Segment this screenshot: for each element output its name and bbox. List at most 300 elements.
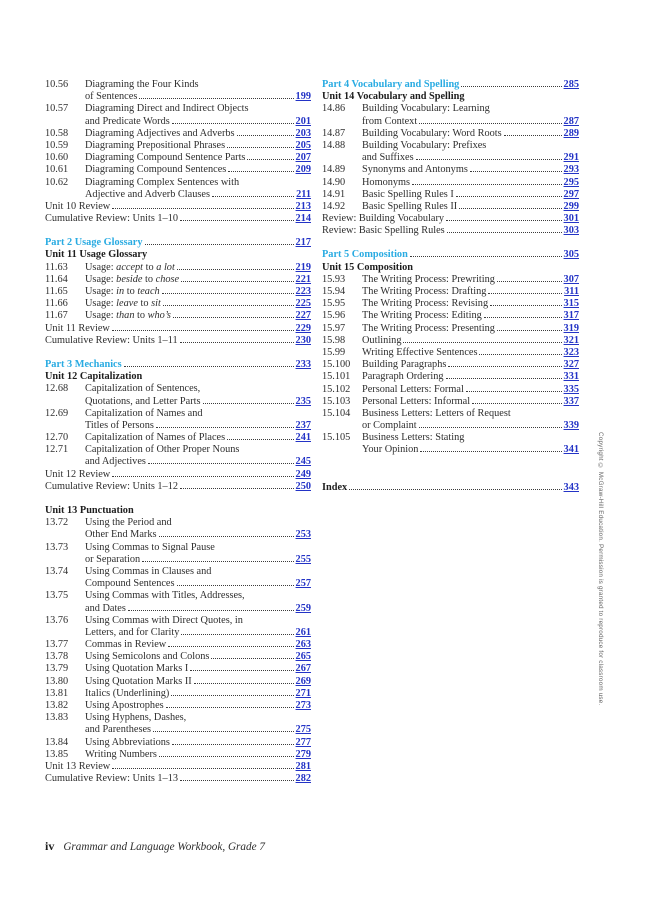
toc-review-label: Cumulative Review: Units 1–12 (45, 480, 178, 492)
page-number-link[interactable]: 337 (563, 395, 579, 407)
leader-dots (349, 489, 561, 490)
toc-entry (322, 432, 579, 456)
page-number-link[interactable]: 295 (563, 176, 579, 188)
page-number-link[interactable]: 343 (563, 481, 579, 493)
toc-review-row (45, 481, 311, 493)
toc-entry-line (45, 432, 311, 444)
toc-entry (45, 432, 311, 444)
toc-entry-line (322, 189, 579, 201)
toc-entry-number: 10.58 (45, 127, 69, 139)
toc-entry-title: The Writing Process: Editing (362, 310, 482, 322)
toc-entry-line (322, 152, 579, 164)
toc-entry-line (322, 116, 579, 128)
toc-part-label: Part 3 Mechanics (45, 358, 122, 370)
toc-entry-title: Diagraming Direct and Indirect Objects (85, 103, 249, 115)
toc-entry-title: Adjective and Adverb Clauses (85, 188, 210, 200)
page-number-link[interactable]: 203 (295, 127, 311, 139)
toc-entry (45, 444, 311, 468)
page-number-link[interactable]: 299 (563, 200, 579, 212)
toc-entry-line (45, 603, 311, 615)
toc-entry-title: Writing Effective Sentences (362, 346, 478, 358)
toc-review-row (45, 761, 311, 773)
toc-entry-title: Italics (Underlining) (85, 687, 170, 699)
toc-entry-number: 14.91 (322, 188, 346, 200)
leader-dots (156, 427, 294, 428)
leader-dots (172, 744, 294, 745)
leader-dots (177, 585, 294, 586)
leader-dots (203, 403, 294, 404)
leader-dots (190, 670, 293, 671)
toc-entry-number: 14.87 (322, 127, 346, 139)
toc-entry (45, 152, 311, 164)
toc-entry-title: Using Quotation Marks I (85, 663, 189, 675)
toc-review-row (45, 469, 311, 481)
toc-entry-title: Your Opinion (362, 444, 419, 456)
page-number-link[interactable]: 235 (295, 395, 311, 407)
page-number-link[interactable]: 230 (295, 334, 311, 346)
toc-entry-line (322, 201, 579, 213)
toc-review-row (322, 213, 579, 225)
toc-entry-line (45, 639, 311, 651)
toc-entry (45, 177, 311, 201)
toc-entry-line (45, 676, 311, 688)
toc-entry-line (322, 408, 579, 420)
page-number-link[interactable]: 319 (563, 322, 579, 334)
toc-entry-line (45, 444, 311, 456)
toc-entry-number: 15.97 (322, 322, 346, 334)
page-number-link[interactable]: 339 (563, 420, 579, 432)
toc-entry-line (45, 91, 311, 103)
toc-section (322, 249, 579, 456)
toc-entry-line (45, 566, 311, 578)
toc-entry-title: Usage: in to teach (85, 286, 160, 297)
toc-review-row (45, 213, 311, 225)
toc-entry-title: The Writing Process: Presenting (362, 322, 495, 334)
toc-entry-number: 15.102 (322, 383, 351, 395)
toc-entry (45, 298, 311, 310)
page-number-link[interactable]: 214 (295, 213, 311, 225)
toc-entry-number: 13.84 (45, 736, 69, 748)
toc-entry (322, 323, 579, 335)
page-number-link[interactable]: 201 (295, 115, 311, 127)
toc-entry (45, 676, 311, 688)
page-number-link[interactable]: 221 (295, 273, 311, 285)
leader-dots (420, 451, 561, 452)
page-number-link[interactable]: 263 (295, 639, 311, 651)
toc-entry (322, 298, 579, 310)
toc-entry-title: Basic Spelling Rules I (362, 188, 454, 200)
leader-dots (504, 135, 562, 136)
toc-entry-title: Writing Numbers (85, 748, 157, 760)
toc-entry-number: 13.73 (45, 541, 69, 553)
page-number-link[interactable]: 279 (295, 748, 311, 760)
toc-entry (45, 408, 311, 432)
toc-entry-line (45, 651, 311, 663)
toc-entry (322, 164, 579, 176)
page-number-link[interactable]: 211 (296, 188, 311, 200)
toc-entry-number: 13.77 (45, 639, 69, 651)
toc-entry (45, 566, 311, 590)
leader-dots (139, 98, 293, 99)
page-number-link[interactable]: 317 (563, 310, 579, 322)
toc-entry-number: 10.61 (45, 164, 69, 176)
page-number-link[interactable]: 219 (295, 261, 311, 273)
page-number-link[interactable]: 335 (563, 383, 579, 395)
page-number-link[interactable]: 225 (295, 298, 311, 310)
page-number-link[interactable]: 253 (295, 529, 311, 541)
toc-entry-title: or Complaint (362, 420, 417, 432)
toc-entry-title: Building Vocabulary: Word Roots (362, 127, 502, 139)
leader-dots (470, 171, 562, 172)
toc-entry-line (45, 420, 311, 432)
toc-entry-number: 11.66 (45, 298, 68, 310)
page-number-link[interactable]: 233 (295, 358, 311, 370)
toc-entry-line (322, 103, 579, 115)
toc-left-column (45, 79, 311, 785)
toc-entry-number: 12.69 (45, 407, 69, 419)
toc-entry-number: 10.56 (45, 79, 69, 90)
page-number-link[interactable]: 275 (295, 724, 311, 736)
page-number-link[interactable]: 245 (295, 456, 311, 468)
toc-entry-line (45, 164, 311, 176)
leader-dots (194, 683, 294, 684)
leader-dots (211, 658, 293, 659)
toc-entry (45, 737, 311, 749)
toc-entry (45, 651, 311, 663)
toc-entry (45, 542, 311, 566)
page-number-link[interactable]: 205 (295, 139, 311, 151)
toc-entry-line (45, 737, 311, 749)
toc-entry-title: Using Commas with Titles, Addresses, (85, 590, 245, 602)
page-number-link[interactable]: 207 (295, 152, 311, 164)
page-number-link[interactable]: 341 (563, 444, 579, 456)
toc-entry-title: Usage: leave to sit (85, 298, 161, 310)
page-number-link[interactable]: 331 (563, 371, 579, 383)
toc-review-label: Cumulative Review: Units 1–10 (45, 213, 178, 225)
toc-entry-line (45, 262, 311, 274)
toc-entry (45, 663, 311, 675)
toc-entry-line (322, 140, 579, 152)
toc-entry-title: Business Letters: Letters of Request (362, 407, 511, 419)
page-number-link[interactable]: 291 (563, 152, 579, 164)
page-number-link[interactable]: 267 (295, 663, 311, 675)
toc-entry-number: 13.74 (45, 565, 69, 577)
leader-dots (162, 293, 294, 294)
toc-entry-number: 14.90 (322, 176, 346, 188)
page-number-link[interactable]: 223 (295, 286, 311, 297)
page-number-link[interactable]: 217 (295, 237, 311, 249)
toc-entry-number: 13.81 (45, 687, 69, 699)
toc-part-label: Part 2 Usage Glossary (45, 237, 143, 249)
page-number-link[interactable]: 213 (295, 200, 311, 212)
page-number-link[interactable]: 255 (295, 553, 311, 565)
toc-entry (322, 359, 579, 371)
page-number-link[interactable]: 241 (295, 432, 311, 444)
leader-dots (410, 256, 562, 257)
toc-entry-line (322, 323, 579, 335)
toc-review-label: Unit 10 Review (45, 200, 111, 212)
toc-entry (322, 128, 579, 140)
leader-dots (128, 610, 294, 611)
toc-unit-heading (322, 91, 579, 103)
toc-entry-number: 13.79 (45, 663, 69, 675)
page-number-link[interactable]: 301 (563, 213, 579, 225)
page-number-link[interactable]: 287 (563, 115, 579, 127)
toc-entry (322, 310, 579, 322)
toc-entry-title: Building Vocabulary: Prefixes (362, 139, 487, 151)
page-number-link[interactable]: 307 (563, 273, 579, 285)
leader-dots (488, 293, 562, 294)
toc-unit-heading (322, 262, 579, 274)
page-number-link[interactable]: 199 (295, 91, 311, 103)
page-number-link[interactable]: 281 (295, 760, 311, 772)
toc-entry (45, 590, 311, 614)
toc-entry-title: of Sentences (85, 91, 138, 103)
leader-dots (461, 86, 561, 87)
toc-part-label: Part 4 Vocabulary and Spelling (322, 79, 460, 90)
toc-entry-title: Other End Marks (85, 529, 157, 541)
page-number-link[interactable]: 311 (564, 286, 579, 297)
page-number-link[interactable]: 259 (295, 602, 311, 614)
toc-review-row (45, 323, 311, 335)
toc-entry (45, 128, 311, 140)
leader-dots (448, 366, 561, 367)
toc-entry-title: and Predicate Words (85, 115, 170, 127)
toc-entry-number: 13.83 (45, 712, 69, 724)
toc-entry (322, 274, 579, 286)
leader-dots (180, 342, 294, 343)
page-number-link[interactable]: 227 (295, 310, 311, 322)
toc-entry-title: Capitalization of Sentences, (85, 383, 201, 395)
toc-index-label: Index (322, 481, 348, 493)
toc-entry (322, 335, 579, 347)
toc-entry-number: 11.64 (45, 273, 68, 285)
toc-entry-line (322, 359, 579, 371)
toc-entry (322, 347, 579, 359)
toc-entry (45, 310, 311, 322)
toc-unit-label: Unit 15 Composition (322, 261, 413, 273)
leader-dots (447, 232, 562, 233)
toc-entry-line (45, 310, 311, 322)
toc-entry-title: from Context (362, 115, 418, 127)
toc-unit-label: Unit 11 Usage Glossary (45, 249, 148, 261)
toc-unit-label: Unit 12 Capitalization (45, 371, 143, 383)
leader-dots (472, 403, 561, 404)
page-footer (45, 839, 265, 854)
toc-review-row (322, 225, 579, 237)
toc-entry-title: Paragraph Ordering (362, 371, 444, 383)
page-number-link[interactable]: 327 (563, 359, 579, 371)
toc-entry-number: 14.88 (322, 139, 346, 151)
toc-entry-number: 13.72 (45, 517, 69, 529)
toc-entry-title: Building Vocabulary: Learning (362, 103, 490, 115)
toc-section (45, 79, 311, 225)
toc-entry (45, 286, 311, 298)
toc-entry-title: Using Commas with Direct Quotes, in (85, 614, 243, 626)
toc-entry-line (322, 371, 579, 383)
toc-entry (45, 383, 311, 407)
page-number-link[interactable]: 315 (563, 298, 579, 310)
toc-entry-title: Synonyms and Antonyms (362, 164, 468, 176)
toc-entry-number: 15.105 (322, 432, 351, 444)
toc-entry-number: 15.96 (322, 310, 346, 322)
toc-part-heading (45, 237, 311, 249)
toc-entry-title: Usage: accept to a lot (85, 261, 175, 273)
toc-entry-title: Usage: than to who’s (85, 310, 171, 322)
toc-entry-number: 11.65 (45, 286, 68, 297)
toc-entry (322, 408, 579, 432)
toc-entry-title: Business Letters: Stating (362, 432, 465, 444)
page-number-link[interactable]: 209 (295, 164, 311, 176)
toc-entry-title: Diagraming Compound Sentence Parts (85, 152, 246, 164)
toc-entry-title: Capitalization of Names of Places (85, 432, 226, 444)
leader-dots (153, 731, 293, 732)
toc-entry-line (45, 298, 311, 310)
page-number-link[interactable]: 237 (295, 419, 311, 431)
page-number-link[interactable]: 297 (563, 188, 579, 200)
page-number-link[interactable]: 303 (563, 225, 579, 237)
leader-dots (419, 427, 562, 428)
leader-dots (177, 269, 294, 270)
page-number-link[interactable]: 265 (295, 651, 311, 663)
toc-entry-number: 10.57 (45, 103, 69, 115)
toc-entry-title: or Separation (85, 553, 141, 565)
leader-dots (171, 695, 293, 696)
toc-entry-number: 10.62 (45, 176, 69, 188)
toc-entry-line (322, 177, 579, 189)
leader-dots (124, 366, 294, 367)
toc-review-row (45, 773, 311, 785)
toc-entry-title: Using Apostrophes (85, 700, 164, 711)
page-number-link[interactable]: 321 (563, 334, 579, 346)
toc-entry-title: Compound Sentences (85, 578, 175, 590)
toc-entry-line (45, 177, 311, 189)
toc-entry-line (45, 128, 311, 140)
leader-dots (159, 536, 294, 537)
leader-dots (172, 123, 294, 124)
leader-dots (145, 244, 294, 245)
toc-entry (45, 103, 311, 127)
toc-entry-title: Diagraming Adjectives and Adverbs (85, 127, 235, 139)
toc-entry (45, 79, 311, 103)
leader-dots (497, 330, 562, 331)
leader-dots (112, 476, 293, 477)
toc-entry-title: Diagraming Complex Sentences with (85, 176, 240, 188)
page-number-link[interactable]: 289 (563, 127, 579, 139)
toc-entry-number: 13.78 (45, 651, 69, 663)
toc-entry-number: 12.68 (45, 383, 69, 395)
toc-part-heading (322, 249, 579, 261)
toc-entry-title: and Dates (85, 602, 126, 614)
leader-dots (419, 123, 561, 124)
leader-dots (459, 208, 561, 209)
toc-entry-line (45, 396, 311, 408)
toc-entry-title: The Writing Process: Drafting (362, 286, 487, 297)
toc-entry-number: 14.92 (322, 200, 346, 212)
leader-dots (237, 135, 294, 136)
copyright-sidebar-text: Copyright © McGraw-Hill Education. Permission is granted to reproduce for classroom use. (597, 432, 604, 706)
toc-review-label: Cumulative Review: Units 1–11 (45, 334, 178, 346)
leader-dots (497, 281, 562, 282)
page-number-link[interactable]: 269 (295, 675, 311, 687)
toc-entry-number: 15.99 (322, 346, 346, 358)
page-number-link[interactable]: 293 (563, 164, 579, 176)
toc-entry-line (322, 396, 579, 408)
toc-entry-line (322, 347, 579, 359)
page-number-link[interactable]: 273 (295, 700, 311, 711)
toc-entry (45, 688, 311, 700)
toc-entry-line (45, 700, 311, 712)
toc-entry (45, 262, 311, 274)
toc-entry-number: 15.93 (322, 273, 346, 285)
page-number-link[interactable]: 271 (295, 687, 311, 699)
page-number-link[interactable]: 305 (563, 249, 579, 261)
toc-entry-title: The Writing Process: Revising (362, 298, 489, 310)
page-number-link[interactable]: 257 (295, 578, 311, 590)
toc-entry-title: and Adjectives (85, 456, 146, 468)
toc-entry-title: Diagraming the Four Kinds (85, 79, 199, 90)
leader-dots (484, 317, 562, 318)
page-number-link[interactable]: 285 (563, 79, 579, 90)
toc-entry-line (45, 286, 311, 298)
page-number-link[interactable]: 323 (563, 346, 579, 358)
toc-entry-number: 10.59 (45, 139, 69, 151)
toc-entry-line (322, 310, 579, 322)
leader-dots (142, 561, 293, 562)
toc-entry-title: Using Semicolons and Colons (85, 651, 210, 663)
toc-entry-title: Homonyms (362, 176, 411, 188)
toc-entry-line (322, 298, 579, 310)
toc-entry-line (322, 335, 579, 347)
toc-entry-title: Using Quotation Marks II (85, 675, 192, 687)
toc-entry-number: 10.60 (45, 152, 69, 164)
page-number-link[interactable]: 250 (295, 480, 311, 492)
leader-dots (228, 171, 293, 172)
toc-entry-number: 15.103 (322, 395, 351, 407)
toc-entry (322, 286, 579, 298)
toc-review-label: Unit 13 Review (45, 760, 111, 772)
page-number-link[interactable]: 261 (295, 626, 311, 638)
toc-review-row (45, 335, 311, 347)
page-number-link[interactable]: 277 (295, 736, 311, 748)
leader-dots (181, 281, 293, 282)
page-number-link[interactable]: 249 (295, 468, 311, 480)
toc-unit-heading (45, 505, 311, 517)
toc-unit-heading (45, 371, 311, 383)
toc-entry-number: 15.94 (322, 286, 346, 297)
toc-entry-number: 14.86 (322, 103, 346, 115)
toc-entry-title: Letters, and for Clarity (85, 626, 180, 638)
toc-entry-title: Using Abbreviations (85, 736, 170, 748)
toc-review-label: Cumulative Review: Units 1–13 (45, 773, 178, 785)
toc-entry (322, 189, 579, 201)
leader-dots (466, 391, 562, 392)
toc-entry-line (45, 542, 311, 554)
toc-section (322, 79, 579, 237)
book-title: Grammar and Language Workbook, Grade 7 (63, 841, 265, 853)
page-number-link[interactable]: 282 (295, 773, 311, 785)
leader-dots (163, 305, 294, 306)
toc-entry-line (322, 128, 579, 140)
toc-entry-line (322, 432, 579, 444)
page-number-link[interactable]: 229 (295, 322, 311, 334)
leader-dots (403, 342, 561, 343)
toc-entry-title: Commas in Review (85, 639, 167, 651)
toc-entry-title: Quotations, and Letter Parts (85, 395, 201, 407)
toc-entry-line (45, 615, 311, 627)
toc-entry-line (322, 444, 579, 456)
leader-dots (456, 196, 562, 197)
